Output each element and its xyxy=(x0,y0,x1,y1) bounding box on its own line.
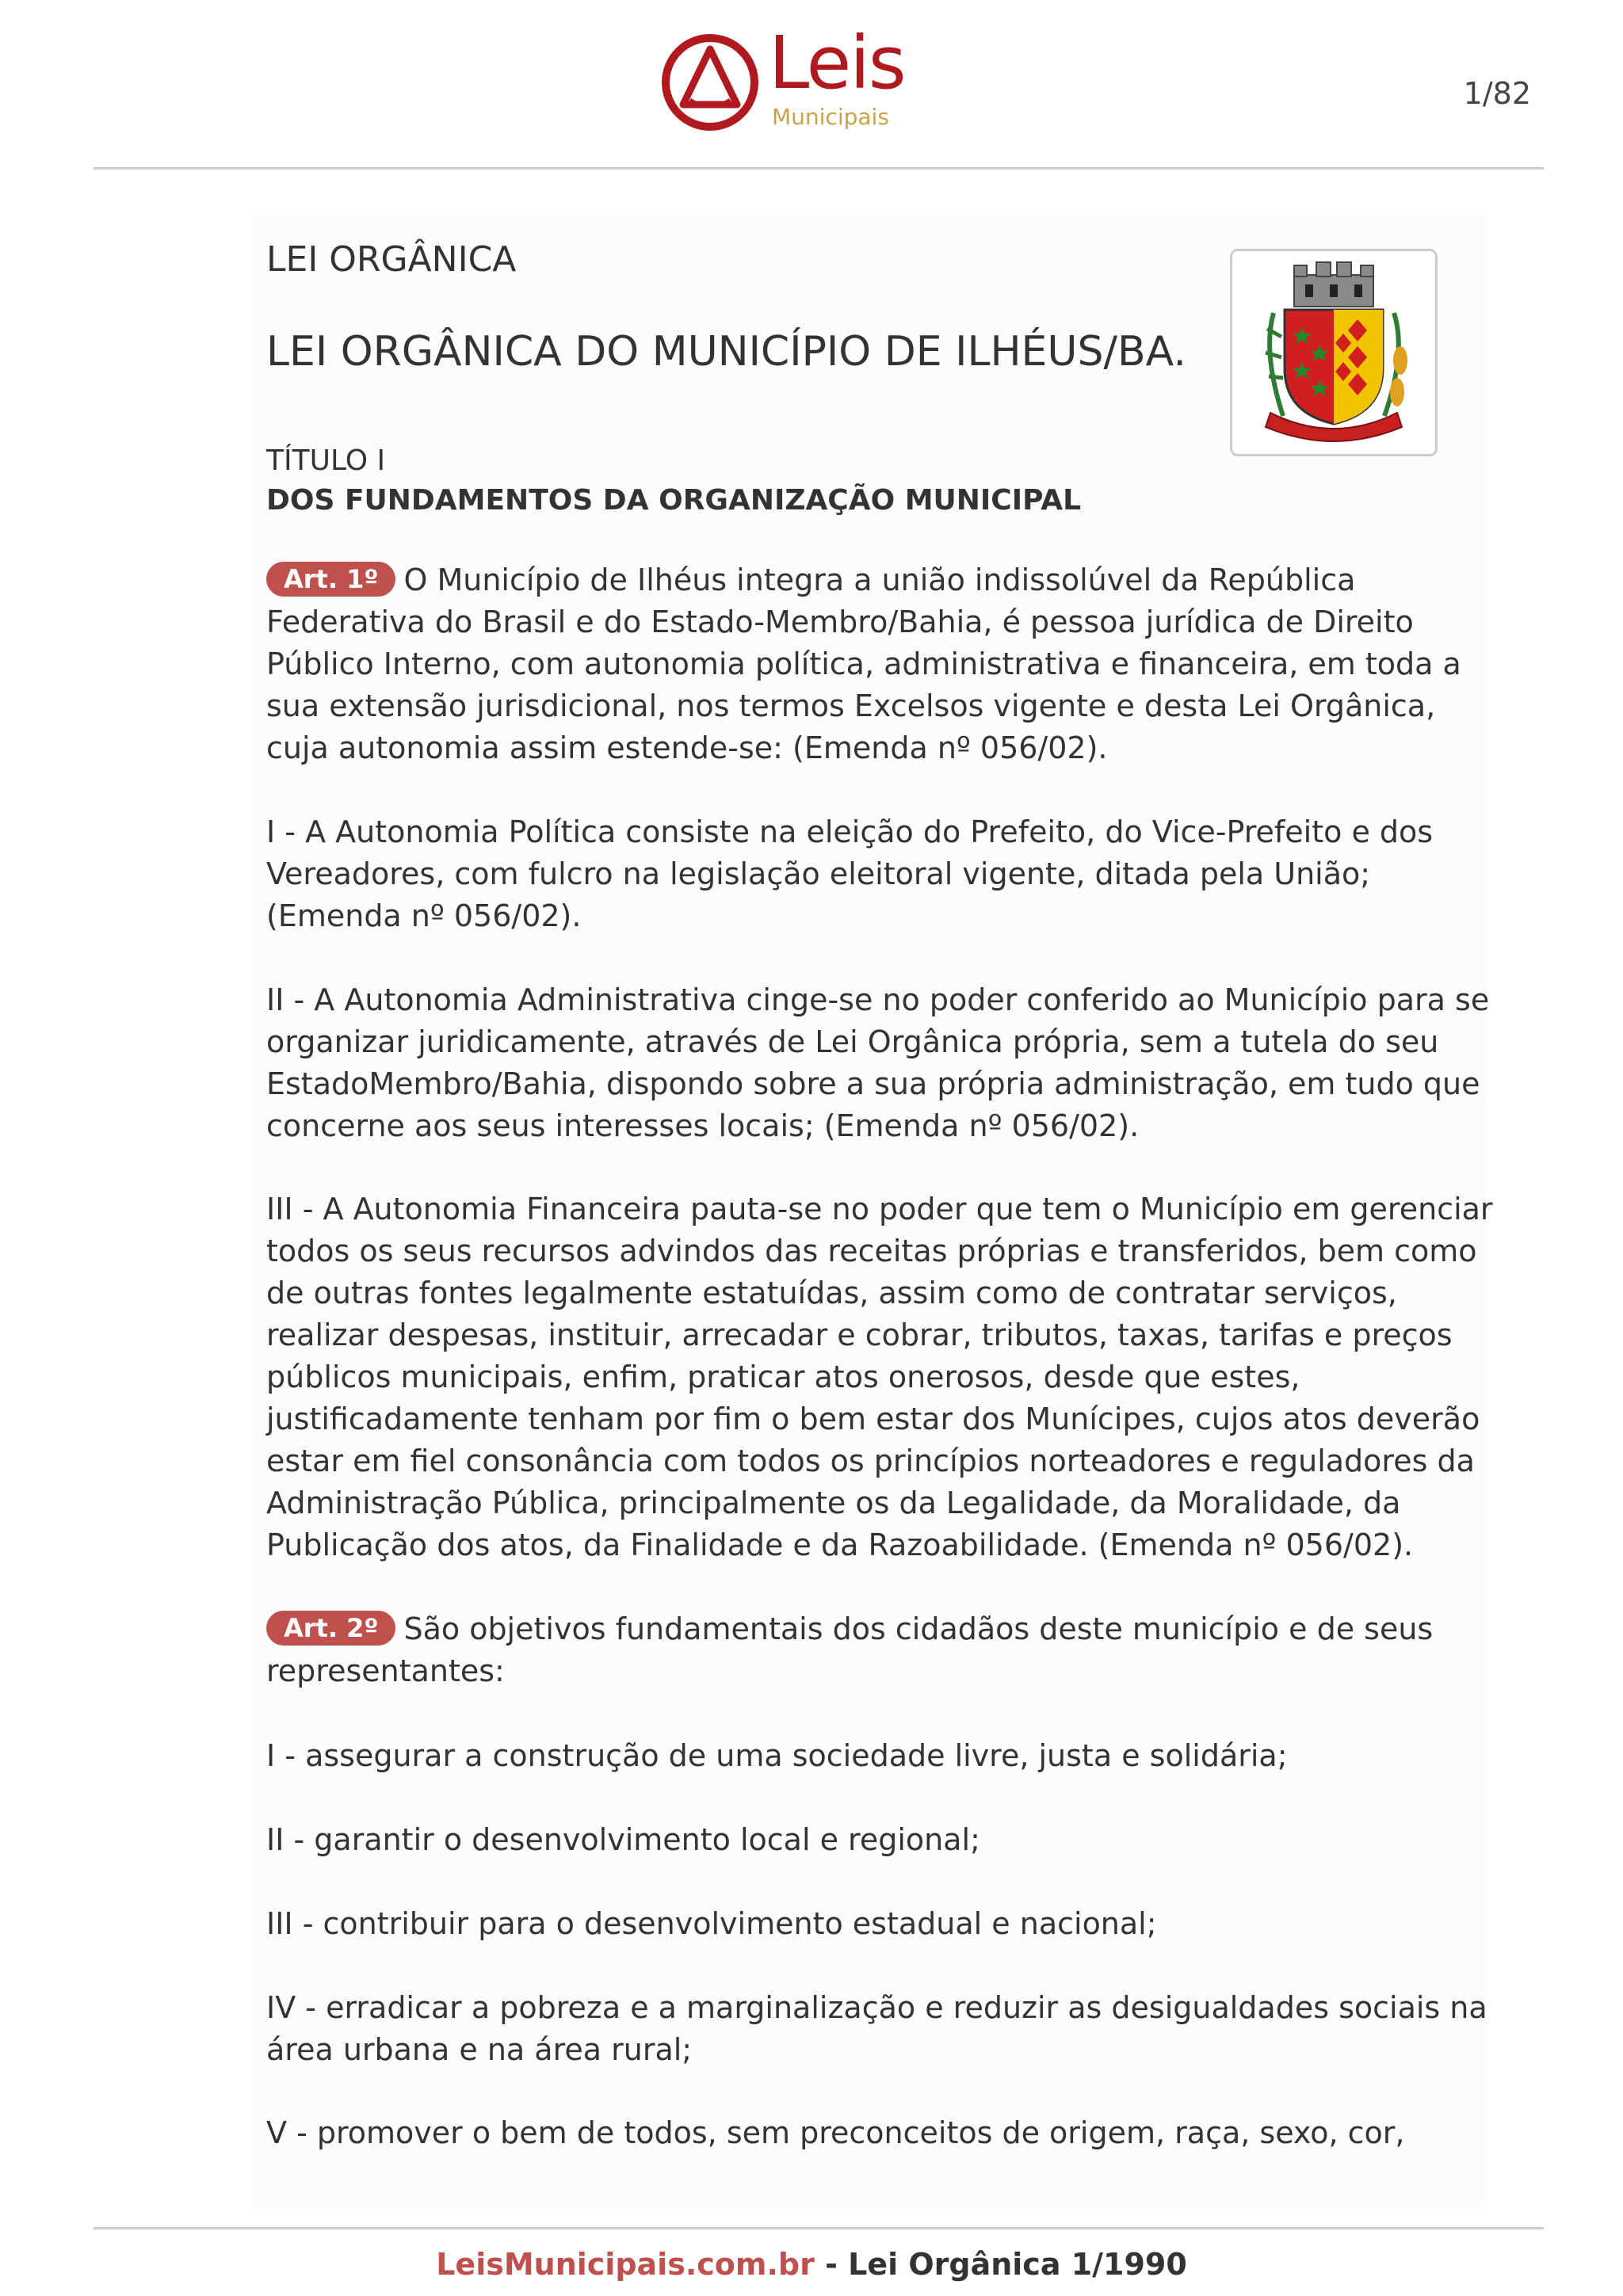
ilheus-coat-of-arms-icon xyxy=(1239,257,1429,448)
page-number: 1/82 xyxy=(1463,76,1531,111)
logo-subtitle: Municipais xyxy=(772,104,889,130)
document-title: LEI ORGÂNICA DO MUNICÍPIO DE ILHÉUS/BA. xyxy=(266,328,1186,376)
footer-separator: - xyxy=(814,2247,849,2282)
leis-municipais-logo-icon xyxy=(659,32,761,133)
article-2-item-2: II - garantir o desenvolvimento local e regional; xyxy=(266,1822,980,1857)
site-logo[interactable] xyxy=(659,21,929,139)
document-type: LEI ORGÂNICA xyxy=(266,239,517,280)
article-2-item-1: I - assegurar a construção de uma sociedade livre, justa e solidária; xyxy=(266,1738,1288,1773)
header-divider xyxy=(94,167,1544,170)
article-2-item-4: IV - erradicar a pobreza e a marginalização e reduzir as desigualdades sociais na área urbana e na área rural; xyxy=(266,1990,1487,2067)
article-badge[interactable]: Art. 2º xyxy=(266,1611,395,1646)
article-1 xyxy=(266,559,1503,769)
section-name: DOS FUNDAMENTOS DA ORGANIZAÇÃO MUNICIPAL xyxy=(266,484,1082,517)
article-1-item-1: I - A Autonomia Política consiste na eleição do Prefeito, do Vice-Prefeito e dos Vereadores, com fulcro na legislação eleitoral vigente, ditada pela União; (Emenda nº 056/02). xyxy=(266,814,1434,933)
article-2-item-5: V - promover o bem de todos, sem preconceitos de origem, raça, sexo, cor, xyxy=(266,2115,1405,2150)
page-footer xyxy=(0,2245,1623,2283)
article-text: O Município de Ilhéus integra a união indissolúvel da República Federativa do Brasil e do Estado-Membro/Bahia, é pessoa jurídica de Direito Público Interno, com autonomia política, administrativa e financeira, em toda a sua extensão jurisdicional, nos termos Excelsos vigente e desta Lei Orgânica, cuja autonomia assim estende-se: (Emenda nº 056/02). xyxy=(266,563,1461,765)
article-text: São objetivos fundamentais dos cidadãos deste município e de seus representantes: xyxy=(266,1611,1434,1688)
article-1-item-3: III - A Autonomia Financeira pauta-se no poder que tem o Município em gerenciar todos os seus recursos advindos das receitas próprias e transferidos, bem como de outras fontes legalmente estatuídas, assim como de contratar serviços, realizar despesas, instituir, arrecadar e cobrar, tributos, taxas, tarifas e preços públicos municipais, enfim, praticar atos onerosos, desde que estes, justificadamente tenham por fim o bem estar dos Munícipes, cujos atos deverão estar em fiel consonância com todos os princípios norteadores e reguladores da Administração Pública, principalmente os da Legalidade, da Moralidade, da Publicação dos atos, da Finalidade e da Razoabilidade. (Emenda nº 056/02). xyxy=(266,1192,1493,1562)
municipal-crest xyxy=(1230,249,1438,456)
footer-law-reference: Lei Orgânica 1/1990 xyxy=(848,2247,1187,2282)
article-2-item-3: III - contribuir para o desenvolvimento estadual e nacional; xyxy=(266,1906,1157,1941)
section-label: TÍTULO I xyxy=(266,444,386,477)
footer-divider xyxy=(94,2227,1544,2229)
footer-site-link[interactable]: LeisMunicipais.com.br xyxy=(436,2247,815,2282)
article-1-item-2: II - A Autonomia Administrativa cinge-se no poder conferido ao Município para se organizar juridicamente, através de Lei Orgânica própria, sem a tutela do seu EstadoMembro/Bahia, dispondo sobre a sua própria administração, em tudo que concerne aos seus interesses locais; (Emenda nº 056/02). xyxy=(266,982,1490,1143)
article-badge[interactable]: Art. 1º xyxy=(266,562,395,597)
article-2 xyxy=(266,1608,1503,1692)
logo-wordmark: Leis xyxy=(769,21,905,105)
